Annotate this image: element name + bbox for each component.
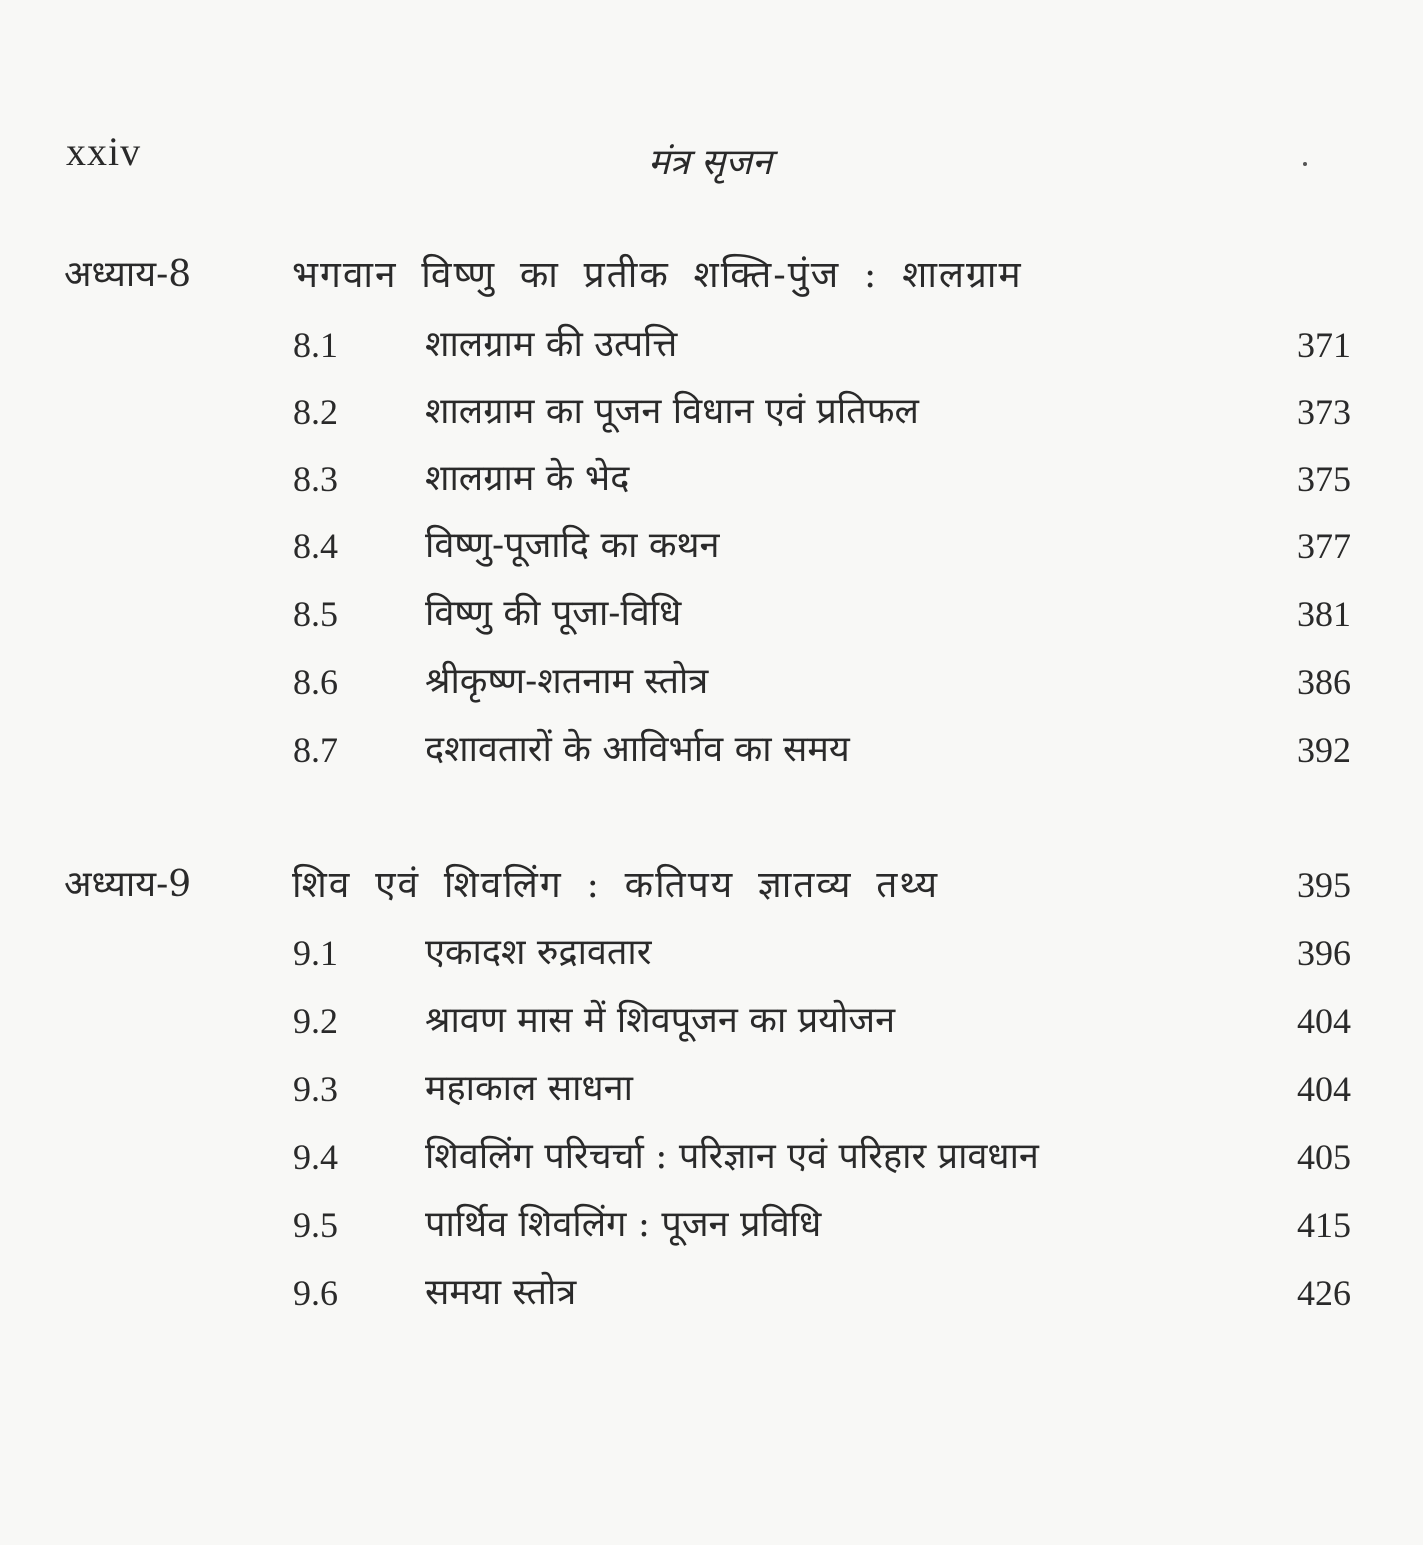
section-page: 373: [1297, 392, 1351, 432]
toc-entry: [0, 652, 1423, 712]
running-head: [0, 128, 1423, 188]
section-number: 9.1: [293, 933, 338, 973]
section-number: 9.2: [293, 1001, 338, 1041]
section-title: महाकाल साधना: [425, 1068, 633, 1109]
section-page: 415: [1297, 1205, 1351, 1245]
section-title: समया स्तोत्र: [425, 1272, 577, 1313]
section-number: 8.2: [293, 392, 338, 432]
section-page: 396: [1297, 933, 1351, 973]
section-number: 8.6: [293, 662, 338, 702]
section-title: पार्थिव शिवलिंग : पूजन प्रविधि: [425, 1204, 822, 1245]
toc-entry: [0, 584, 1423, 644]
toc-entry: [0, 923, 1423, 983]
toc-entry: [0, 1127, 1423, 1187]
section-page: 375: [1297, 459, 1351, 499]
chapter-page: 395: [1297, 865, 1351, 905]
book-title: मंत्र सृजन: [648, 142, 772, 183]
section-page: 392: [1297, 730, 1351, 770]
toc-entry: [0, 382, 1423, 442]
section-page: 381: [1297, 594, 1351, 634]
section-page: 404: [1297, 1069, 1351, 1109]
section-page: 386: [1297, 662, 1351, 702]
toc-entry: [0, 315, 1423, 375]
section-number: 8.1: [293, 325, 338, 365]
section-page: 377: [1297, 526, 1351, 566]
page-folio: xxiv: [66, 129, 142, 174]
toc-entry: [0, 1195, 1423, 1255]
toc-entry: [0, 1263, 1423, 1323]
section-page: 404: [1297, 1001, 1351, 1041]
print-speck: [1303, 162, 1307, 166]
chapter-heading: [0, 245, 1423, 305]
section-page: 426: [1297, 1273, 1351, 1313]
toc-entry: [0, 991, 1423, 1051]
section-page: 405: [1297, 1137, 1351, 1177]
section-title: श्रीकृष्ण-शतनाम स्तोत्र: [425, 661, 709, 702]
toc-entry: [0, 449, 1423, 509]
section-number: 8.4: [293, 526, 338, 566]
chapter-label: अध्याय-8: [64, 254, 192, 295]
section-number: 9.3: [293, 1069, 338, 1109]
section-title: विष्णु की पूजा-विधि: [425, 593, 682, 634]
toc-entry: [0, 1059, 1423, 1119]
section-number: 8.7: [293, 730, 338, 770]
section-number: 8.5: [293, 594, 338, 634]
section-title: शालग्राम के भेद: [425, 458, 630, 499]
chapter-label: अध्याय-9: [64, 864, 192, 905]
section-number: 8.3: [293, 459, 338, 499]
section-title: विष्णु-पूजादि का कथन: [425, 525, 720, 566]
section-number: 9.4: [293, 1137, 338, 1177]
section-title: श्रावण मास में शिवपूजन का प्रयोजन: [425, 1000, 896, 1041]
toc-entry: [0, 516, 1423, 576]
chapter-title: भगवान विष्णु का प्रतीक शक्ति-पुंज : शालग्राम: [292, 253, 1023, 296]
section-title: शालग्राम का पूजन विधान एवं प्रतिफल: [425, 391, 919, 432]
section-title: शालग्राम की उत्पत्ति: [425, 324, 678, 365]
section-title: शिवलिंग परिचर्चा : परिज्ञान एवं परिहार प्रावधान: [425, 1136, 1039, 1177]
section-page: 371: [1297, 325, 1351, 365]
section-title: दशावतारों के आविर्भाव का समय: [425, 729, 850, 770]
chapter-title: शिव एवं शिवलिंग : कतिपय ज्ञातव्य तथ्य: [292, 863, 940, 906]
section-title: एकादश रुद्रावतार: [425, 932, 652, 973]
chapter-heading: [0, 855, 1423, 915]
section-number: 9.6: [293, 1273, 338, 1313]
toc-entry: [0, 720, 1423, 780]
section-number: 9.5: [293, 1205, 338, 1245]
